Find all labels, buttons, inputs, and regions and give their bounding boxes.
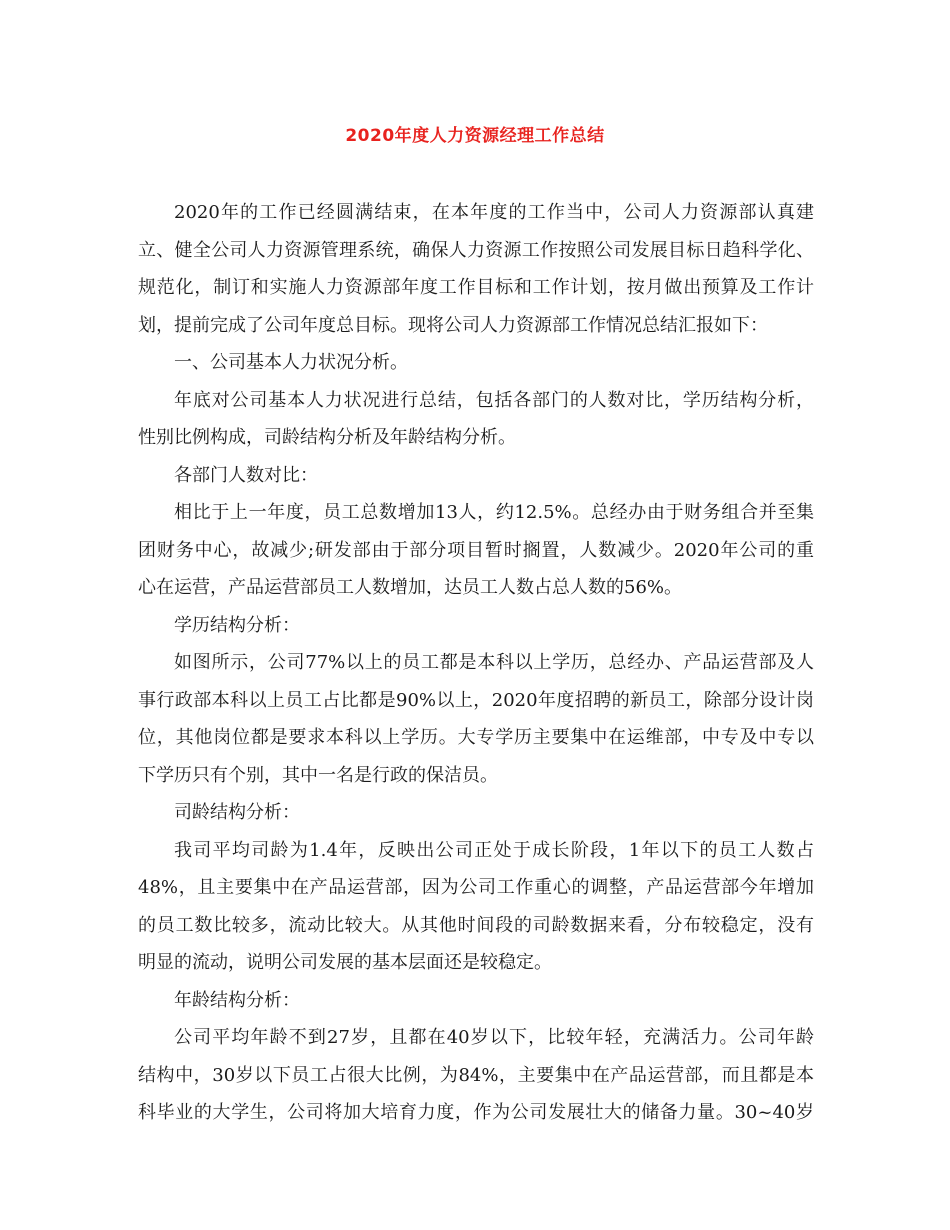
text-line: 下学历只有个别，其中一名是行政的保洁员。: [138, 764, 498, 786]
text-line: 年底对公司基本人力状况进行总结，包括各部门的人数对比，学历结构分析，: [174, 389, 814, 411]
text-line: 公司平均年龄不到27岁，且都在40岁以下，比较年轻，充满活力。公司年龄: [174, 1027, 814, 1048]
text-line: 的员工数比较多，流动比较大。从其他时间段的司龄数据来看，分布较稳定，没有: [138, 914, 814, 936]
text-line: 我司平均司龄为1.4年，反映出公司正处于成长阶段，1年以下的员工人数占: [174, 839, 814, 861]
text-line: 规范化，制订和实施人力资源部年度工作目标和工作计划，按月做出预算及工作计: [138, 277, 814, 298]
text-line: 各部门人数对比：: [174, 464, 318, 486]
text-line: 结构中，30岁以下员工占很大比例，为84%，主要集中在产品运营部，而且都是本: [138, 1064, 814, 1086]
text-line: 事行政部本科以上员工占比都是90%以上，2020年度招聘的新员工，除部分设计岗: [138, 689, 814, 711]
text-line: 团财务中心，故减少;研发部由于部分项目暂时搁置，人数减少。2020年公司的重: [138, 539, 814, 561]
document-title: 2020年度人力资源经理工作总结: [345, 126, 605, 146]
text-line: 性别比例构成，司龄结构分析及年龄结构分析。: [138, 427, 516, 448]
text-line: 立、健全公司人力资源管理系统，确保人力资源工作按照公司发展目标日趋科学化、: [138, 239, 814, 261]
text-line: 科毕业的大学生，公司将加大培育力度，作为公司发展壮大的储备力量。30~40岁: [138, 1102, 814, 1123]
text-line: 年龄结构分析：: [174, 989, 300, 1011]
text-line: 明显的流动，说明公司发展的基本层面还是较稳定。: [138, 952, 552, 973]
document-body: [138, 194, 814, 1132]
text-line: 位，其他岗位都是要求本科以上学历。大专学历主要集中在运维部，中专及中专以: [138, 727, 814, 748]
text-line: 2020年的工作已经圆满结束，在本年度的工作当中，公司人力资源部认真建: [174, 202, 814, 223]
text-line: 如图所示，公司77%以上的员工都是本科以上学历，总经办、产品运营部及人: [174, 652, 814, 673]
text-line: 学历结构分析：: [174, 614, 300, 636]
text-line: 相比于上一年度，员工总数增加13人，约12.5%。总经办由于财务组合并至集: [174, 502, 814, 523]
text-line: 48%，且主要集中在产品运营部，因为公司工作重心的调整，产品运营部今年增加: [138, 877, 814, 898]
text-line: 划，提前完成了公司年度总目标。现将公司人力资源部工作情况总结汇报如下：: [138, 314, 768, 336]
text-line: 司龄结构分析：: [174, 802, 300, 823]
text-line: 一、公司基本人力状况分析。: [174, 352, 408, 373]
text-line: 心在运营，产品运营部员工人数增加，达员工人数占总人数的56%。: [138, 577, 683, 598]
